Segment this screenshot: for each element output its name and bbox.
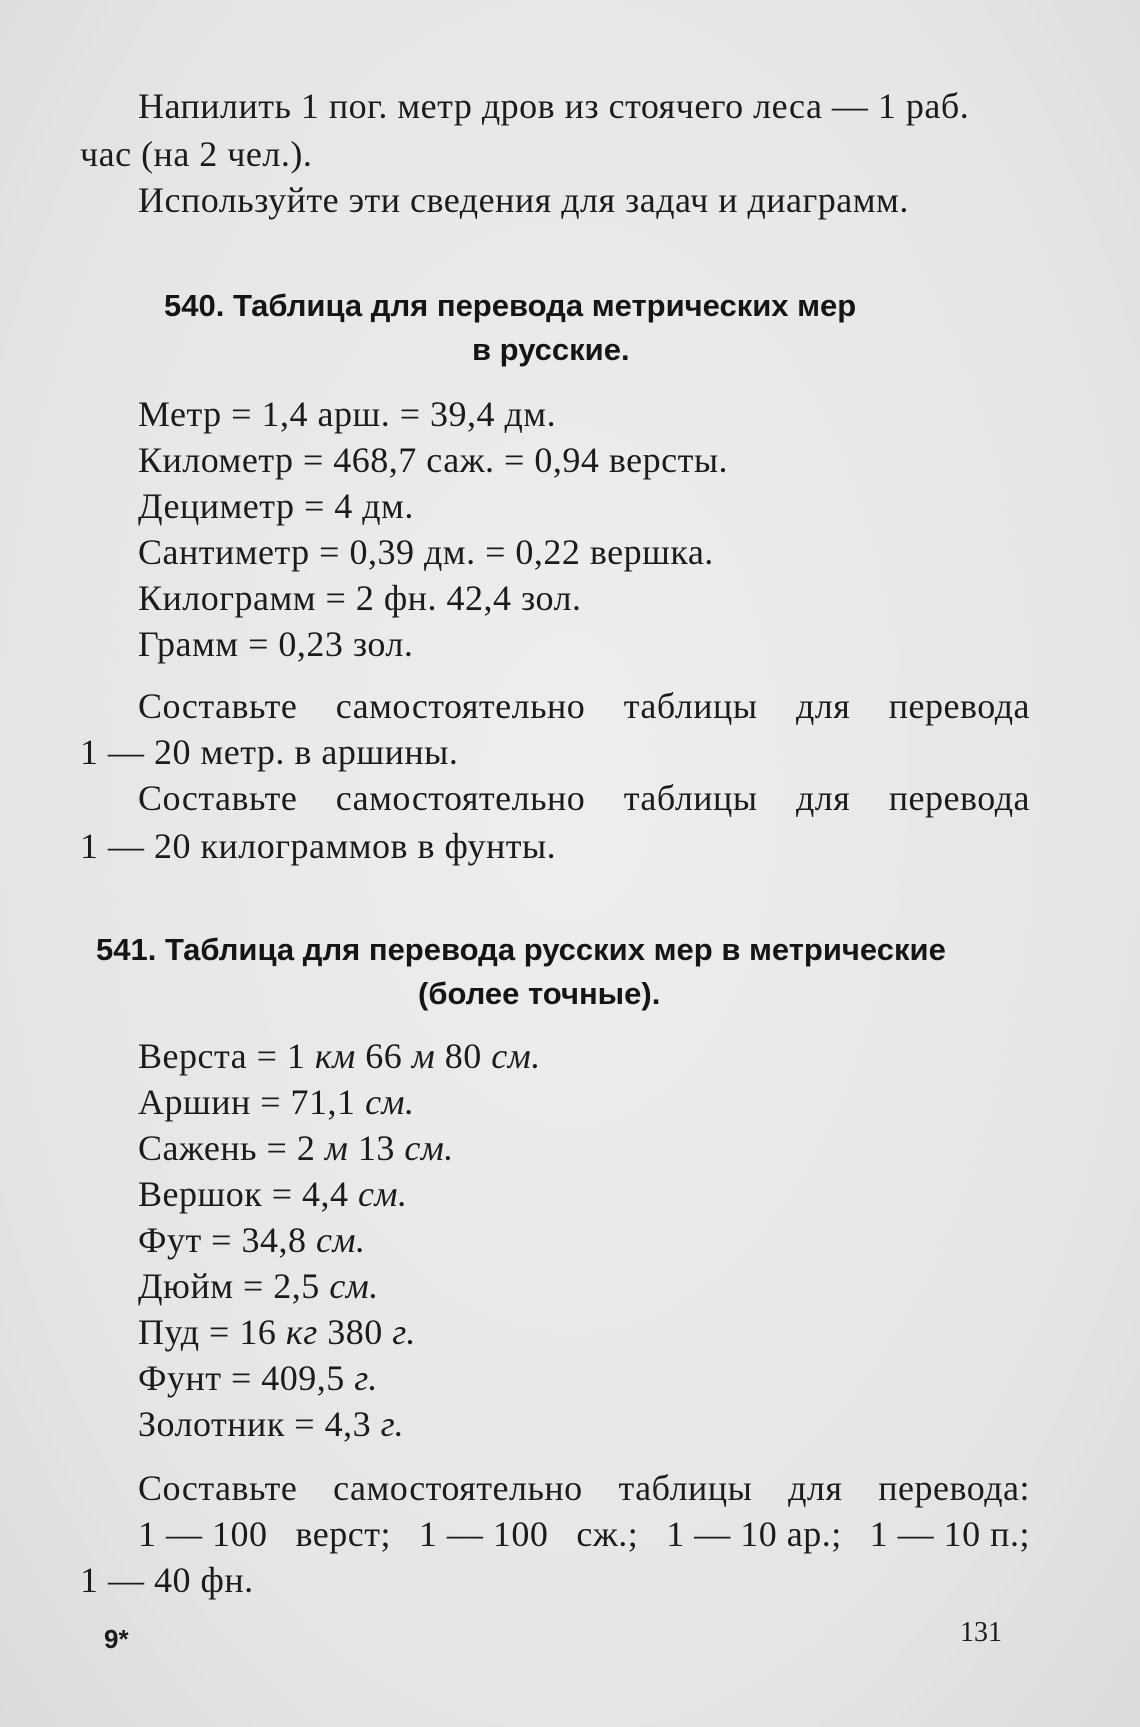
unit: м xyxy=(411,1036,436,1076)
word: для xyxy=(795,686,851,726)
conversion-row: Грамм = 0,23 зол. xyxy=(138,624,414,664)
conversion-row xyxy=(138,1356,378,1400)
row-text: 66 xyxy=(355,1036,412,1076)
word: 1 — 100 xyxy=(138,1514,268,1554)
printer-signature: 9* xyxy=(104,1624,129,1654)
task-1-line-2: 1 — 20 метр. в аршины. xyxy=(80,732,459,772)
word: самостоятельно xyxy=(335,778,586,818)
row-text: Фут = 34,8 xyxy=(138,1220,316,1260)
word: для xyxy=(788,1468,843,1508)
intro-line-1: Напилить 1 пог. метр дров из стоячего леса — 1 раб. xyxy=(138,86,970,126)
task-3-line-2 xyxy=(138,1512,1030,1556)
intro-line-2: час (на 2 чел.). xyxy=(80,134,313,174)
conversion-row: Километр = 468,7 саж. = 0,94 версты. xyxy=(138,440,729,480)
row-text: Пуд = 16 xyxy=(138,1312,286,1352)
row-text: Сажень = 2 xyxy=(138,1128,325,1168)
section-540-title: 540. Таблица для перевода метрических мер xyxy=(164,288,857,323)
word: таблицы xyxy=(623,686,758,726)
task-2-line-2: 1 — 20 килограммов в фунты. xyxy=(80,826,557,866)
unit: см. xyxy=(315,1220,366,1260)
conversion-row xyxy=(138,1126,454,1170)
unit: км xyxy=(314,1036,356,1076)
word: Составьте xyxy=(138,778,298,818)
word: перевода: xyxy=(878,1468,1030,1508)
unit: г. xyxy=(380,1404,405,1444)
row-text: 13 xyxy=(348,1128,405,1168)
word: самостоятельно xyxy=(333,1468,583,1508)
conversion-row xyxy=(138,1080,415,1124)
row-text: 380 xyxy=(317,1312,393,1352)
row-text: Аршин = 71,1 xyxy=(138,1082,366,1122)
word: 1 — 10 п.; xyxy=(869,1514,1030,1554)
conversion-row xyxy=(138,1310,416,1354)
conversion-row: Дециметр = 4 дм. xyxy=(138,486,414,526)
word: верст; xyxy=(295,1514,391,1554)
intro-line-3: Используйте эти сведения для задач и диаграмм. xyxy=(138,180,909,220)
task-1-line-1 xyxy=(138,684,1030,728)
word: самостоятельно xyxy=(335,686,586,726)
row-text: 80 xyxy=(435,1036,492,1076)
task-2-line-1 xyxy=(138,776,1030,820)
conversion-row xyxy=(138,1402,404,1446)
conversion-row xyxy=(138,1218,365,1262)
word: перевода xyxy=(888,778,1030,818)
unit: м xyxy=(324,1128,349,1168)
unit: кг xyxy=(285,1312,318,1352)
section-541-title: 541. Таблица для перевода русских мер в метрические xyxy=(96,932,946,967)
row-text: Верста = 1 xyxy=(138,1036,315,1076)
word: таблицы xyxy=(618,1468,753,1508)
row-text: Фунт = 409,5 xyxy=(138,1358,355,1398)
unit: см. xyxy=(365,1082,415,1122)
unit: см. xyxy=(358,1174,408,1214)
unit: см. xyxy=(491,1036,541,1076)
word: Составьте xyxy=(138,1468,298,1508)
word: 1 — 10 ар.; xyxy=(666,1514,842,1554)
unit: г. xyxy=(354,1358,378,1398)
conversion-row xyxy=(138,1264,379,1308)
conversion-row: Метр = 1,4 арш. = 39,4 дм. xyxy=(138,394,557,434)
section-540-title-cont: в русские. xyxy=(472,332,630,367)
conversion-row xyxy=(138,1172,407,1216)
unit: см. xyxy=(329,1266,379,1306)
section-541-title-cont: (более точные). xyxy=(418,976,661,1011)
word: перевода xyxy=(888,686,1030,726)
task-3-line-3: 1 — 40 фн. xyxy=(80,1560,254,1600)
conversion-row: Сантиметр = 0,39 дм. = 0,22 вершка. xyxy=(138,532,714,572)
word: 1 — 100 xyxy=(418,1514,549,1554)
word: для xyxy=(795,778,851,818)
row-text: Дюйм = 2,5 xyxy=(138,1266,330,1306)
word: таблицы xyxy=(623,778,758,818)
conversion-row xyxy=(138,1034,541,1078)
unit: г. xyxy=(392,1312,416,1352)
task-3-line-1 xyxy=(138,1466,1030,1510)
page-number: 131 xyxy=(960,1617,1002,1648)
conversion-row: Килограмм = 2 фн. 42,4 зол. xyxy=(138,578,582,618)
word: Составьте xyxy=(138,686,298,726)
row-text: Вершок = 4,4 xyxy=(138,1174,359,1214)
row-text: Золотник = 4,3 xyxy=(138,1404,381,1444)
word: сж.; xyxy=(576,1514,639,1554)
unit: см. xyxy=(404,1128,454,1168)
